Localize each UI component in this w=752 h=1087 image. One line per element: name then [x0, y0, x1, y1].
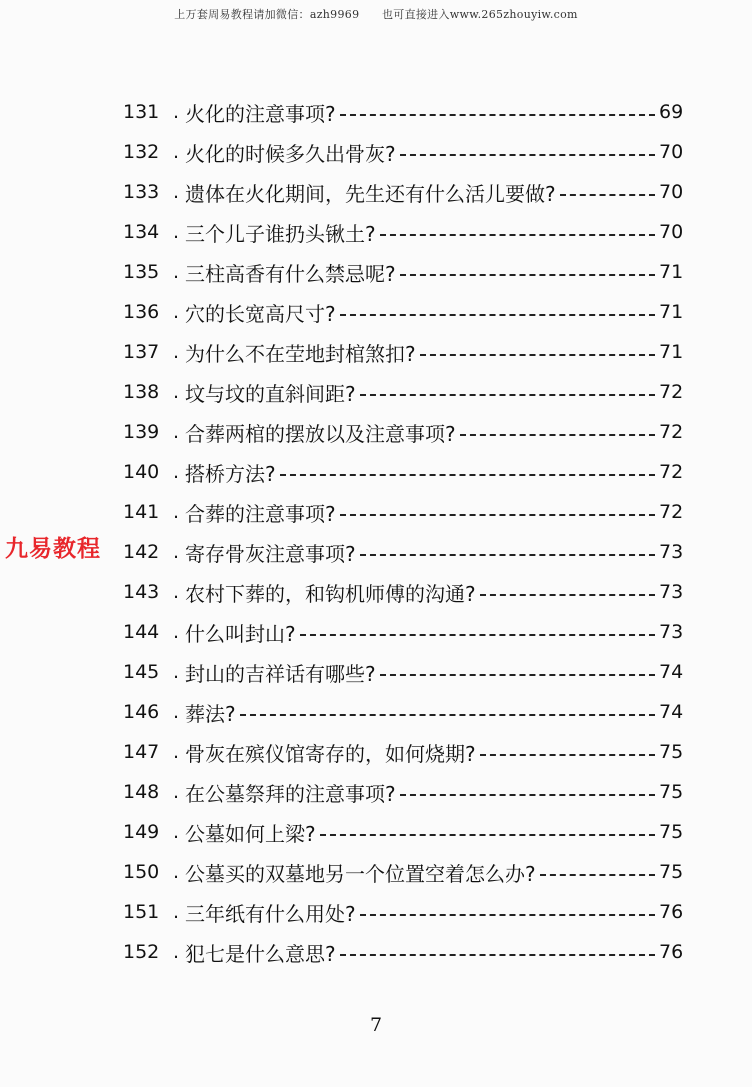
toc-entry-page: 76	[659, 901, 684, 923]
toc-entry-title: 公墓如何上梁?	[185, 821, 316, 846]
toc-leader-line	[400, 154, 655, 156]
toc-entry	[123, 932, 683, 972]
toc-entry	[123, 612, 683, 652]
toc-entry-dot: .	[173, 461, 180, 483]
toc-leader-line	[360, 554, 655, 556]
toc-leader-line	[360, 914, 655, 916]
toc-leader-line	[340, 314, 655, 316]
toc-entry-title: 农村下葬的，和钩机师傅的沟通?	[185, 581, 476, 606]
toc-leader-line	[320, 834, 655, 836]
toc-entry-number: 136	[123, 301, 160, 323]
toc-leader-line	[460, 434, 655, 436]
toc-leader-line	[420, 354, 655, 356]
toc-entry-page: 76	[659, 941, 684, 963]
toc-leader-line	[360, 394, 655, 396]
toc-leader-line	[480, 594, 655, 596]
toc-entry-number: 140	[123, 461, 160, 483]
toc-entry-page: 74	[659, 661, 684, 683]
table-of-contents	[123, 92, 683, 972]
toc-entry-title: 三个儿子谁扔头锹土?	[185, 221, 376, 246]
toc-leader-line	[380, 674, 655, 676]
toc-entry-title: 封山的吉祥话有哪些?	[185, 661, 376, 686]
toc-entry-page: 75	[659, 821, 684, 843]
toc-entry-number: 151	[123, 901, 160, 923]
toc-entry-dot: .	[173, 261, 180, 283]
toc-leader-line	[480, 754, 655, 756]
toc-entry-title: 在公墓祭拜的注意事项?	[185, 781, 396, 806]
toc-entry	[123, 492, 683, 532]
toc-entry-dot: .	[173, 701, 180, 723]
toc-entry-number: 145	[123, 661, 160, 683]
toc-entry-title: 骨灰在殡仪馆寄存的，如何烧期?	[185, 741, 476, 766]
toc-entry-dot: .	[173, 781, 180, 803]
toc-entry-page: 71	[659, 341, 684, 363]
toc-entry-dot: .	[173, 301, 180, 323]
toc-leader-line	[340, 114, 655, 116]
watermark-logo: 九易教程	[3, 530, 103, 563]
toc-entry-dot: .	[173, 581, 180, 603]
toc-entry-number: 146	[123, 701, 160, 723]
toc-entry-dot: .	[173, 941, 180, 963]
toc-leader-line	[300, 634, 655, 636]
toc-entry	[123, 132, 683, 172]
toc-entry	[123, 92, 683, 132]
toc-entry-number: 133	[123, 181, 160, 203]
toc-leader-line	[400, 274, 655, 276]
toc-entry-number: 131	[123, 101, 160, 123]
toc-entry-page: 73	[659, 581, 684, 603]
toc-entry-dot: .	[173, 141, 180, 163]
toc-entry	[123, 572, 683, 612]
toc-entry-page: 72	[659, 381, 684, 403]
toc-entry-title: 公墓买的双墓地另一个位置空着怎么办?	[185, 861, 536, 886]
toc-entry-page: 69	[659, 101, 684, 123]
toc-entry-page: 72	[659, 421, 684, 443]
toc-entry	[123, 212, 683, 252]
toc-entry-dot: .	[173, 741, 180, 763]
toc-entry-dot: .	[173, 541, 180, 563]
toc-leader-line	[380, 234, 655, 236]
toc-entry-dot: .	[173, 661, 180, 683]
toc-entry-dot: .	[173, 221, 180, 243]
toc-entry-dot: .	[173, 821, 180, 843]
toc-entry	[123, 652, 683, 692]
toc-entry-number: 144	[123, 621, 160, 643]
toc-leader-line	[340, 954, 655, 956]
toc-entry-title: 葬法?	[185, 701, 236, 726]
toc-entry-dot: .	[173, 421, 180, 443]
toc-entry	[123, 772, 683, 812]
toc-entry-number: 135	[123, 261, 160, 283]
toc-entry-title: 火化的时候多久出骨灰?	[185, 141, 396, 166]
page-number: 7	[369, 1014, 383, 1036]
toc-entry-number: 148	[123, 781, 160, 803]
toc-entry	[123, 692, 683, 732]
toc-entry-title: 火化的注意事项?	[185, 101, 336, 126]
toc-entry-title: 三柱高香有什么禁忌呢?	[185, 261, 396, 286]
toc-entry-page: 75	[659, 741, 684, 763]
toc-entry-title: 寄存骨灰注意事项?	[185, 541, 356, 566]
toc-leader-line	[240, 714, 655, 716]
toc-entry-title: 什么叫封山?	[185, 621, 296, 646]
toc-entry-number: 147	[123, 741, 160, 763]
toc-entry	[123, 452, 683, 492]
toc-entry-title: 穴的长宽高尺寸?	[185, 301, 336, 326]
toc-entry	[123, 412, 683, 452]
toc-entry-page: 71	[659, 261, 684, 283]
toc-entry-dot: .	[173, 101, 180, 123]
toc-entry-number: 149	[123, 821, 160, 843]
toc-entry	[123, 172, 683, 212]
toc-entry	[123, 292, 683, 332]
toc-entry-dot: .	[173, 861, 180, 883]
toc-entry-page: 75	[659, 861, 684, 883]
toc-entry	[123, 532, 683, 572]
toc-entry-page: 70	[659, 221, 684, 243]
header-banner: 上万套周易教程请加微信：azh9969 也可直接进入www.265zhouyiw.com	[174, 8, 578, 21]
toc-entry-page: 75	[659, 781, 684, 803]
toc-leader-line	[400, 794, 655, 796]
toc-entry-dot: .	[173, 901, 180, 923]
toc-entry-page: 70	[659, 181, 684, 203]
toc-entry-title: 合葬的注意事项?	[185, 501, 336, 526]
toc-entry-dot: .	[173, 181, 180, 203]
toc-entry-number: 137	[123, 341, 160, 363]
toc-entry	[123, 252, 683, 292]
toc-entry-dot: .	[173, 341, 180, 363]
toc-entry-number: 134	[123, 221, 160, 243]
toc-entry-number: 142	[123, 541, 160, 563]
toc-entry-dot: .	[173, 621, 180, 643]
toc-entry-title: 坟与坟的直斜间距?	[185, 381, 356, 406]
toc-entry-number: 152	[123, 941, 160, 963]
toc-entry-page: 73	[659, 621, 684, 643]
toc-leader-line	[280, 474, 655, 476]
toc-leader-line	[540, 874, 655, 876]
toc-entry-page: 72	[659, 501, 684, 523]
toc-entry-number: 141	[123, 501, 160, 523]
toc-entry	[123, 812, 683, 852]
toc-entry	[123, 892, 683, 932]
toc-entry-number: 132	[123, 141, 160, 163]
toc-entry-number: 150	[123, 861, 160, 883]
toc-leader-line	[560, 194, 655, 196]
toc-entry-number: 143	[123, 581, 160, 603]
toc-leader-line	[340, 514, 655, 516]
toc-entry	[123, 372, 683, 412]
toc-entry-number: 138	[123, 381, 160, 403]
toc-entry	[123, 332, 683, 372]
toc-entry-dot: .	[173, 381, 180, 403]
toc-entry-title: 三年纸有什么用处?	[185, 901, 356, 926]
toc-entry-number: 139	[123, 421, 160, 443]
toc-entry-page: 73	[659, 541, 684, 563]
toc-entry-page: 71	[659, 301, 684, 323]
toc-entry-page: 74	[659, 701, 684, 723]
toc-entry-page: 72	[659, 461, 684, 483]
toc-entry-title: 为什么不在茔地封棺煞扣?	[185, 341, 416, 366]
toc-entry-title: 合葬两棺的摆放以及注意事项?	[185, 421, 456, 446]
toc-entry	[123, 852, 683, 892]
toc-entry-title: 搭桥方法?	[185, 461, 276, 486]
toc-entry-dot: .	[173, 501, 180, 523]
toc-entry-title: 犯七是什么意思?	[185, 941, 336, 966]
toc-entry-page: 70	[659, 141, 684, 163]
toc-entry-title: 遗体在火化期间，先生还有什么活儿要做?	[185, 181, 556, 206]
toc-entry	[123, 732, 683, 772]
